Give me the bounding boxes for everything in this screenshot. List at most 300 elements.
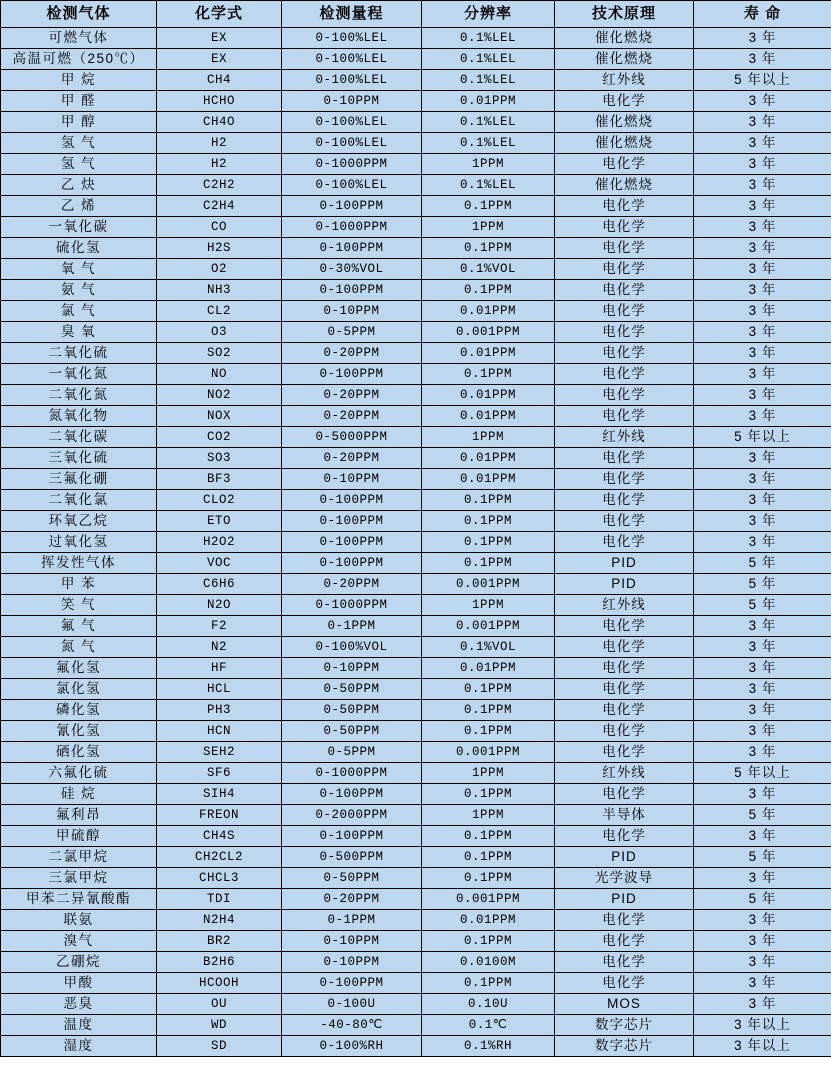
cell-resolution: 0.1PPM [422, 784, 555, 805]
cell-chemical-formula: WD [157, 1015, 282, 1036]
cell-lifespan: 3 年 [694, 238, 831, 259]
cell-technology: 光学波导 [555, 868, 694, 889]
table-row [1, 973, 831, 994]
table-row [1, 532, 831, 553]
cell-lifespan: 3 年 [694, 931, 831, 952]
cell-technology: 催化燃烧 [555, 133, 694, 154]
cell-chemical-formula: CH2CL2 [157, 847, 282, 868]
cell-detection-range: 0-100%LEL [282, 112, 422, 133]
table-row [1, 574, 831, 595]
cell-technology: 催化燃烧 [555, 112, 694, 133]
cell-gas-name: 二氯甲烷 [1, 847, 157, 868]
cell-lifespan: 3 年 [694, 280, 831, 301]
cell-chemical-formula: HF [157, 658, 282, 679]
table-row [1, 994, 831, 1015]
cell-resolution: 0.01PPM [422, 343, 555, 364]
cell-lifespan: 3 年 [694, 973, 831, 994]
column-header-technology: 技术原理 [555, 1, 694, 28]
cell-gas-name: 臭 氧 [1, 322, 157, 343]
cell-lifespan: 3 年 [694, 700, 831, 721]
cell-chemical-formula: CH4O [157, 112, 282, 133]
table-row [1, 112, 831, 133]
cell-technology: 红外线 [555, 427, 694, 448]
cell-detection-range: 0-1PPM [282, 616, 422, 637]
cell-lifespan: 3 年 [694, 175, 831, 196]
cell-lifespan: 3 年 [694, 196, 831, 217]
cell-technology: 催化燃烧 [555, 28, 694, 49]
cell-gas-name: 三氧化硫 [1, 448, 157, 469]
cell-technology: 电化学 [555, 217, 694, 238]
cell-resolution: 0.1PPM [422, 868, 555, 889]
cell-chemical-formula: C6H6 [157, 574, 282, 595]
cell-gas-name: 氮氧化物 [1, 406, 157, 427]
cell-technology: 电化学 [555, 679, 694, 700]
cell-chemical-formula: N2 [157, 637, 282, 658]
cell-chemical-formula: H2O2 [157, 532, 282, 553]
cell-technology: 电化学 [555, 154, 694, 175]
cell-detection-range: 0-10PPM [282, 301, 422, 322]
table-row [1, 511, 831, 532]
table-row [1, 406, 831, 427]
cell-chemical-formula: HCOOH [157, 973, 282, 994]
cell-detection-range: 0-100PPM [282, 532, 422, 553]
table-row [1, 700, 831, 721]
cell-detection-range: 0-50PPM [282, 721, 422, 742]
cell-technology: 电化学 [555, 973, 694, 994]
cell-chemical-formula: C2H2 [157, 175, 282, 196]
table-row [1, 721, 831, 742]
cell-resolution: 0.1PPM [422, 511, 555, 532]
cell-gas-name: 温度 [1, 1015, 157, 1036]
cell-gas-name: 六氟化硫 [1, 763, 157, 784]
cell-technology: MOS [555, 994, 694, 1015]
cell-resolution: 1PPM [422, 595, 555, 616]
cell-lifespan: 3 年 [694, 322, 831, 343]
cell-resolution: 0.001PPM [422, 889, 555, 910]
cell-gas-name: 可燃气体 [1, 28, 157, 49]
cell-detection-range: 0-100PPM [282, 826, 422, 847]
table-row [1, 847, 831, 868]
cell-chemical-formula: ETO [157, 511, 282, 532]
cell-resolution: 0.001PPM [422, 574, 555, 595]
cell-technology: 电化学 [555, 385, 694, 406]
cell-gas-name: 过氧化氢 [1, 532, 157, 553]
cell-technology: 红外线 [555, 70, 694, 91]
cell-lifespan: 5 年以上 [694, 70, 831, 91]
cell-resolution: 0.01PPM [422, 658, 555, 679]
cell-chemical-formula: BF3 [157, 469, 282, 490]
cell-resolution: 0.1PPM [422, 931, 555, 952]
cell-lifespan: 3 年 [694, 490, 831, 511]
cell-resolution: 0.1%LEL [422, 133, 555, 154]
cell-lifespan: 3 年 [694, 364, 831, 385]
cell-gas-name: 磷化氢 [1, 700, 157, 721]
cell-resolution: 0.1PPM [422, 553, 555, 574]
cell-chemical-formula: H2 [157, 133, 282, 154]
cell-chemical-formula: N2H4 [157, 910, 282, 931]
cell-lifespan: 5 年 [694, 553, 831, 574]
table-row [1, 301, 831, 322]
table-row [1, 448, 831, 469]
cell-detection-range: 0-5PPM [282, 742, 422, 763]
cell-detection-range: 0-20PPM [282, 574, 422, 595]
column-header-lifespan: 寿 命 [694, 1, 831, 28]
cell-lifespan: 3 年 [694, 910, 831, 931]
table-row [1, 133, 831, 154]
cell-detection-range: 0-100PPM [282, 511, 422, 532]
cell-chemical-formula: EX [157, 49, 282, 70]
cell-detection-range: 0-100U [282, 994, 422, 1015]
cell-detection-range: -40-80℃ [282, 1015, 422, 1036]
cell-detection-range: 0-100%LEL [282, 133, 422, 154]
cell-gas-name: 硫化氢 [1, 238, 157, 259]
cell-chemical-formula: PH3 [157, 700, 282, 721]
cell-technology: 红外线 [555, 763, 694, 784]
cell-technology: 电化学 [555, 532, 694, 553]
cell-chemical-formula: F2 [157, 616, 282, 637]
cell-technology: 电化学 [555, 280, 694, 301]
cell-gas-name: 高温可燃（250℃） [1, 49, 157, 70]
cell-resolution: 1PPM [422, 427, 555, 448]
cell-detection-range: 0-100PPM [282, 238, 422, 259]
cell-chemical-formula: CLO2 [157, 490, 282, 511]
cell-gas-name: 甲 烷 [1, 70, 157, 91]
cell-lifespan: 3 年 [694, 301, 831, 322]
cell-resolution: 0.1PPM [422, 679, 555, 700]
cell-lifespan: 3 年 [694, 721, 831, 742]
cell-detection-range: 0-100%LEL [282, 70, 422, 91]
cell-chemical-formula: HCN [157, 721, 282, 742]
table-row [1, 217, 831, 238]
table-row [1, 364, 831, 385]
cell-technology: 电化学 [555, 910, 694, 931]
cell-chemical-formula: NO2 [157, 385, 282, 406]
cell-technology: 电化学 [555, 826, 694, 847]
cell-chemical-formula: FREON [157, 805, 282, 826]
cell-lifespan: 3 年 [694, 826, 831, 847]
cell-detection-range: 0-50PPM [282, 679, 422, 700]
cell-technology: 半导体 [555, 805, 694, 826]
cell-chemical-formula: CO [157, 217, 282, 238]
cell-detection-range: 0-50PPM [282, 700, 422, 721]
cell-detection-range: 0-30%VOL [282, 259, 422, 280]
table-row [1, 70, 831, 91]
cell-detection-range: 0-20PPM [282, 406, 422, 427]
cell-gas-name: 环氧乙烷 [1, 511, 157, 532]
cell-technology: PID [555, 553, 694, 574]
cell-chemical-formula: NOX [157, 406, 282, 427]
cell-technology: 电化学 [555, 637, 694, 658]
cell-gas-name: 三氯甲烷 [1, 868, 157, 889]
cell-technology: 电化学 [555, 448, 694, 469]
cell-technology: 电化学 [555, 343, 694, 364]
table-row [1, 658, 831, 679]
cell-resolution: 0.1PPM [422, 700, 555, 721]
cell-resolution: 0.1%LEL [422, 175, 555, 196]
cell-chemical-formula: BR2 [157, 931, 282, 952]
cell-lifespan: 3 年 [694, 343, 831, 364]
cell-gas-name: 氮 气 [1, 637, 157, 658]
cell-gas-name: 甲 醛 [1, 91, 157, 112]
cell-chemical-formula: CH4S [157, 826, 282, 847]
cell-detection-range: 0-500PPM [282, 847, 422, 868]
table-row [1, 259, 831, 280]
cell-lifespan: 3 年 [694, 637, 831, 658]
cell-resolution: 0.1PPM [422, 196, 555, 217]
cell-chemical-formula: SEH2 [157, 742, 282, 763]
cell-detection-range: 0-100PPM [282, 196, 422, 217]
table-row [1, 910, 831, 931]
cell-lifespan: 3 年 [694, 868, 831, 889]
cell-lifespan: 3 年 [694, 133, 831, 154]
cell-chemical-formula: N2O [157, 595, 282, 616]
cell-resolution: 0.1%VOL [422, 259, 555, 280]
cell-gas-name: 挥发性气体 [1, 553, 157, 574]
cell-chemical-formula: OU [157, 994, 282, 1015]
table-row [1, 1036, 831, 1057]
cell-chemical-formula: B2H6 [157, 952, 282, 973]
cell-resolution: 0.1PPM [422, 364, 555, 385]
cell-lifespan: 3 年 [694, 49, 831, 70]
cell-resolution: 0.1PPM [422, 721, 555, 742]
cell-technology: 电化学 [555, 721, 694, 742]
cell-lifespan: 3 年 [694, 679, 831, 700]
cell-resolution: 1PPM [422, 217, 555, 238]
cell-gas-name: 二氧化硫 [1, 343, 157, 364]
cell-chemical-formula: HCHO [157, 91, 282, 112]
cell-resolution: 0.1PPM [422, 532, 555, 553]
cell-gas-name: 甲 苯 [1, 574, 157, 595]
cell-lifespan: 3 年 [694, 406, 831, 427]
cell-detection-range: 0-1PPM [282, 910, 422, 931]
cell-gas-name: 一氧化碳 [1, 217, 157, 238]
cell-chemical-formula: SD [157, 1036, 282, 1057]
cell-gas-name: 甲酸 [1, 973, 157, 994]
table-row [1, 238, 831, 259]
cell-chemical-formula: EX [157, 28, 282, 49]
cell-lifespan: 3 年 [694, 91, 831, 112]
table-row [1, 868, 831, 889]
cell-gas-name: 甲 醇 [1, 112, 157, 133]
table-row [1, 490, 831, 511]
cell-resolution: 0.10U [422, 994, 555, 1015]
cell-detection-range: 0-100%LEL [282, 175, 422, 196]
table-row [1, 91, 831, 112]
cell-technology: 电化学 [555, 511, 694, 532]
cell-lifespan: 3 年 [694, 259, 831, 280]
cell-resolution: 1PPM [422, 154, 555, 175]
cell-technology: PID [555, 889, 694, 910]
cell-detection-range: 0-1000PPM [282, 595, 422, 616]
cell-gas-name: 湿度 [1, 1036, 157, 1057]
cell-detection-range: 0-100PPM [282, 364, 422, 385]
table-row [1, 742, 831, 763]
cell-lifespan: 3 年 [694, 994, 831, 1015]
cell-resolution: 0.1PPM [422, 847, 555, 868]
table-row [1, 385, 831, 406]
table-row [1, 154, 831, 175]
cell-chemical-formula: O2 [157, 259, 282, 280]
cell-chemical-formula: H2S [157, 238, 282, 259]
cell-resolution: 0.1PPM [422, 280, 555, 301]
cell-technology: PID [555, 574, 694, 595]
cell-detection-range: 0-1000PPM [282, 763, 422, 784]
table-header [1, 1, 831, 28]
cell-chemical-formula: CH4 [157, 70, 282, 91]
cell-technology: 电化学 [555, 658, 694, 679]
table-row [1, 889, 831, 910]
cell-gas-name: 二氧化氯 [1, 490, 157, 511]
cell-gas-name: 乙硼烷 [1, 952, 157, 973]
cell-lifespan: 3 年 [694, 658, 831, 679]
table-row [1, 826, 831, 847]
cell-lifespan: 5 年 [694, 889, 831, 910]
cell-detection-range: 0-1000PPM [282, 154, 422, 175]
cell-resolution: 0.1℃ [422, 1015, 555, 1036]
cell-resolution: 0.1PPM [422, 238, 555, 259]
cell-technology: 电化学 [555, 301, 694, 322]
cell-technology: 电化学 [555, 238, 694, 259]
cell-resolution: 0.1%LEL [422, 28, 555, 49]
cell-detection-range: 0-20PPM [282, 889, 422, 910]
cell-lifespan: 3 年 [694, 28, 831, 49]
cell-gas-name: 硒化氢 [1, 742, 157, 763]
cell-gas-name: 三氟化硼 [1, 469, 157, 490]
cell-gas-name: 氯 气 [1, 301, 157, 322]
column-header-gas-name: 检测气体 [1, 1, 157, 28]
cell-resolution: 1PPM [422, 763, 555, 784]
cell-lifespan: 3 年 [694, 784, 831, 805]
cell-chemical-formula: NO [157, 364, 282, 385]
cell-resolution: 0.1%LEL [422, 112, 555, 133]
table-row [1, 616, 831, 637]
cell-technology: 电化学 [555, 490, 694, 511]
cell-gas-name: 氟 气 [1, 616, 157, 637]
cell-chemical-formula: CO2 [157, 427, 282, 448]
cell-chemical-formula: H2 [157, 154, 282, 175]
table-row [1, 931, 831, 952]
cell-chemical-formula: SIH4 [157, 784, 282, 805]
cell-resolution: 0.1%VOL [422, 637, 555, 658]
cell-lifespan: 5 年以上 [694, 763, 831, 784]
table-row [1, 1015, 831, 1036]
cell-detection-range: 0-100%VOL [282, 637, 422, 658]
cell-lifespan: 3 年 [694, 112, 831, 133]
cell-gas-name: 氢 气 [1, 133, 157, 154]
table-body [1, 28, 831, 1057]
cell-detection-range: 0-100PPM [282, 490, 422, 511]
cell-gas-name: 氨 气 [1, 280, 157, 301]
table-row [1, 175, 831, 196]
cell-resolution: 0.1%RH [422, 1036, 555, 1057]
cell-resolution: 0.1PPM [422, 973, 555, 994]
cell-chemical-formula: SF6 [157, 763, 282, 784]
cell-technology: 电化学 [555, 700, 694, 721]
table-row [1, 343, 831, 364]
cell-detection-range: 0-10PPM [282, 931, 422, 952]
cell-technology: 红外线 [555, 595, 694, 616]
cell-chemical-formula: O3 [157, 322, 282, 343]
cell-technology: 电化学 [555, 91, 694, 112]
table-row [1, 280, 831, 301]
cell-resolution: 0.1%LEL [422, 70, 555, 91]
cell-detection-range: 0-2000PPM [282, 805, 422, 826]
cell-resolution: 1PPM [422, 805, 555, 826]
column-header-detection-range: 检测量程 [282, 1, 422, 28]
cell-technology: 电化学 [555, 259, 694, 280]
cell-lifespan: 3 年以上 [694, 1036, 831, 1057]
table-row [1, 28, 831, 49]
cell-detection-range: 0-100PPM [282, 784, 422, 805]
cell-chemical-formula: HCL [157, 679, 282, 700]
cell-lifespan: 5 年以上 [694, 427, 831, 448]
cell-gas-name: 笑 气 [1, 595, 157, 616]
cell-detection-range: 0-100%LEL [282, 28, 422, 49]
table-row [1, 553, 831, 574]
table-row [1, 469, 831, 490]
table-row [1, 679, 831, 700]
cell-resolution: 0.01PPM [422, 91, 555, 112]
table-row [1, 595, 831, 616]
cell-technology: 电化学 [555, 196, 694, 217]
cell-lifespan: 3 年 [694, 742, 831, 763]
cell-chemical-formula: SO3 [157, 448, 282, 469]
table-row [1, 805, 831, 826]
cell-gas-name: 二氧化氮 [1, 385, 157, 406]
header-row [1, 1, 831, 28]
cell-chemical-formula: TDI [157, 889, 282, 910]
cell-resolution: 0.001PPM [422, 742, 555, 763]
cell-chemical-formula: CHCL3 [157, 868, 282, 889]
cell-detection-range: 0-100%RH [282, 1036, 422, 1057]
table-row [1, 196, 831, 217]
cell-gas-name: 联氨 [1, 910, 157, 931]
cell-lifespan: 3 年 [694, 154, 831, 175]
cell-resolution: 0.001PPM [422, 322, 555, 343]
cell-resolution: 0.01PPM [422, 910, 555, 931]
cell-lifespan: 5 年 [694, 847, 831, 868]
cell-gas-name: 一氧化氮 [1, 364, 157, 385]
cell-chemical-formula: VOC [157, 553, 282, 574]
cell-gas-name: 氢 气 [1, 154, 157, 175]
table-row [1, 952, 831, 973]
cell-technology: 催化燃烧 [555, 49, 694, 70]
cell-gas-name: 硅 烷 [1, 784, 157, 805]
cell-lifespan: 5 年 [694, 805, 831, 826]
cell-gas-name: 氟化氢 [1, 658, 157, 679]
cell-technology: 电化学 [555, 469, 694, 490]
cell-detection-range: 0-100PPM [282, 973, 422, 994]
cell-lifespan: 3 年 [694, 469, 831, 490]
cell-chemical-formula: CL2 [157, 301, 282, 322]
cell-gas-name: 乙 炔 [1, 175, 157, 196]
cell-lifespan: 3 年 [694, 952, 831, 973]
cell-detection-range: 0-5PPM [282, 322, 422, 343]
column-header-resolution: 分辨率 [422, 1, 555, 28]
cell-gas-name: 甲苯二异氰酸酯 [1, 889, 157, 910]
cell-technology: 电化学 [555, 406, 694, 427]
cell-detection-range: 0-10PPM [282, 91, 422, 112]
cell-resolution: 0.01PPM [422, 448, 555, 469]
cell-lifespan: 3 年 [694, 532, 831, 553]
column-header-chemical-formula: 化学式 [157, 1, 282, 28]
cell-lifespan: 5 年 [694, 595, 831, 616]
table-row [1, 427, 831, 448]
cell-resolution: 0.01PPM [422, 469, 555, 490]
cell-gas-name: 恶臭 [1, 994, 157, 1015]
cell-technology: 电化学 [555, 364, 694, 385]
cell-lifespan: 3 年 [694, 448, 831, 469]
